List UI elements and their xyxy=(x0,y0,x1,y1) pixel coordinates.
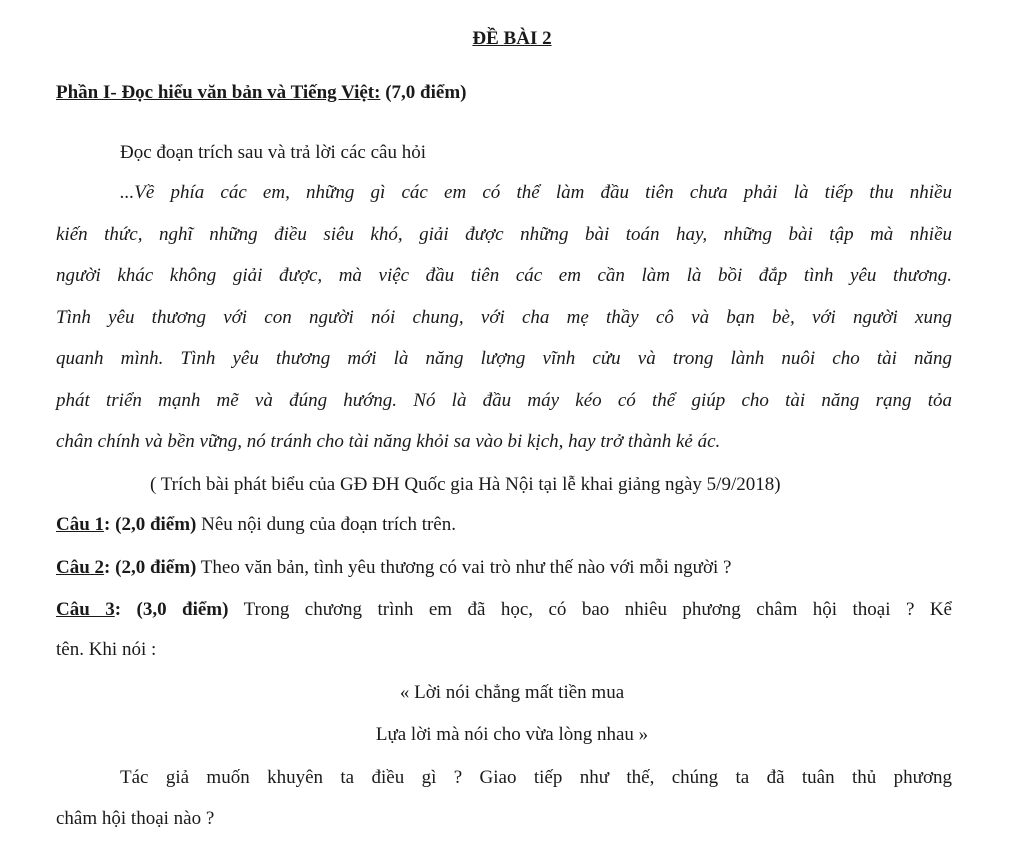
question-text: Nêu nội dung của đoạn trích trên. xyxy=(196,514,456,535)
section-heading xyxy=(56,80,466,106)
proverb-line: « Lời nói chẳng mất tiền mua xyxy=(399,682,625,703)
passage-line: chân chính và bền vững, nó tránh cho tài năng khỏi sa vào bi kịch, hay trở thành kẻ ác. xyxy=(56,431,721,452)
question-points: : (3,0 điểm) xyxy=(114,599,229,620)
question-text: Trong chương trình em đã học, có bao nhiêu phương châm hội thoại ? Kể xyxy=(228,599,952,620)
passage-line: ...Về phía các em, những gì các em có thể làm đầu tiên chưa phải là tiếp thu nhiều xyxy=(120,182,952,203)
question-label: Câu 2 xyxy=(56,557,105,578)
passage-line: phát triển mạnh mẽ và đúng hướng. Nó là đầu máy kéo có thể giúp cho tài năng rạng tỏa xyxy=(56,390,952,411)
passage-line: kiến thức, nghĩ những điều siêu khó, giải được những bài toán hay, những bài tập mà nhiều xyxy=(56,224,952,245)
passage-line: Tình yêu thương với con người nói chung, với cha mẹ thầy cô và bạn bè, với người xung xyxy=(56,307,952,328)
exam-title: ĐỀ BÀI 2 xyxy=(472,28,552,49)
question-3 xyxy=(56,597,952,623)
question-label: Câu 1 xyxy=(56,514,105,535)
passage-line: người khác không giải được, mà việc đầu tiên các em cần làm là bồi đắp tình yêu thương. xyxy=(56,265,952,286)
question-points: : (2,0 điểm) xyxy=(104,557,197,578)
question-label: Câu 3 xyxy=(56,599,115,620)
question-points: : (2,0 điểm) xyxy=(104,514,197,535)
closing-line: Tác giả muốn khuyên ta điều gì ? Giao tiếp như thế, chúng ta đã tuân thủ phương xyxy=(120,767,952,788)
proverb-line: Lựa lời mà nói cho vừa lòng nhau » xyxy=(375,724,649,745)
section-label: Phần I- Đọc hiểu văn bản và Tiếng Việt: xyxy=(56,82,381,103)
instruction-text: Đọc đoạn trích sau và trả lời các câu hỏi xyxy=(120,142,427,163)
question-3-continued: tên. Khi nói : xyxy=(56,639,157,660)
source-citation: ( Trích bài phát biểu của GĐ ĐH Quốc gia Hà Nội tại lễ khai giảng ngày 5/9/2018) xyxy=(150,474,781,495)
question-1 xyxy=(56,512,456,538)
closing-line: châm hội thoại nào ? xyxy=(56,808,215,829)
section-points: (7,0 điểm) xyxy=(380,82,467,103)
question-2 xyxy=(56,555,731,581)
passage-line: quanh mình. Tình yêu thương mới là năng lượng vĩnh cửu và trong lành nuôi cho tài năng xyxy=(56,348,952,369)
question-text: Theo văn bản, tình yêu thương có vai trò như thế nào với mỗi người ? xyxy=(196,557,732,578)
